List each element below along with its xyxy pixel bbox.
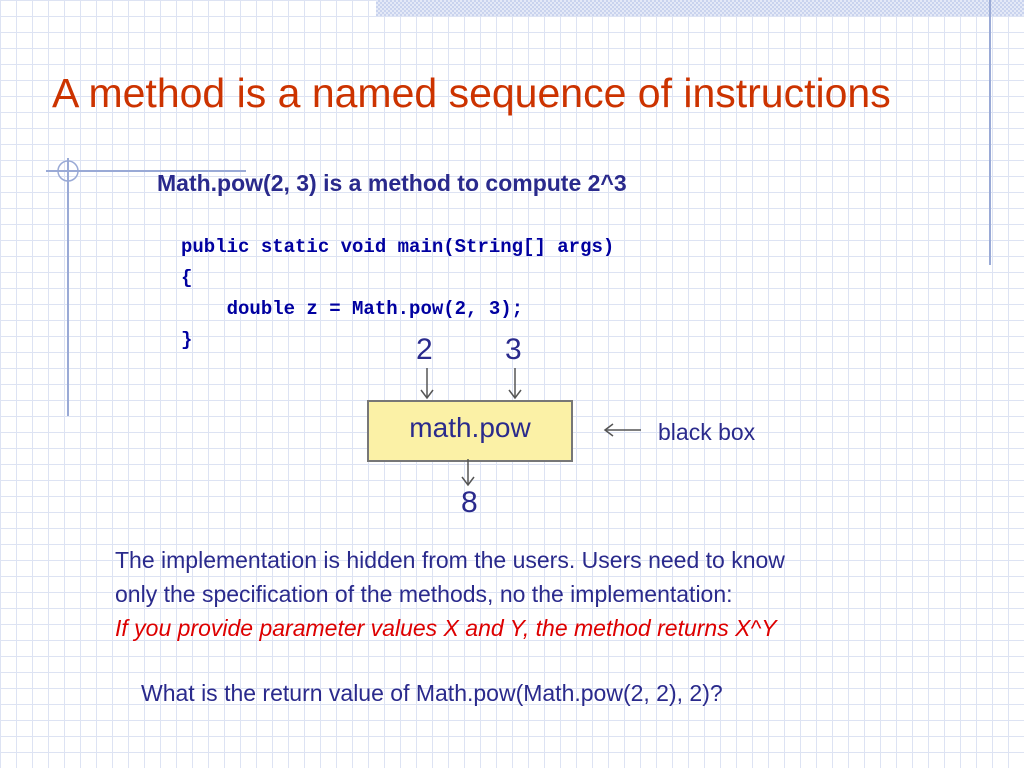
down-arrow-icon <box>461 459 475 489</box>
input-value-3: 3 <box>505 333 522 366</box>
top-decorative-bar <box>376 0 1024 16</box>
code-block <box>181 232 614 356</box>
paragraph-line: only the specification of the methods, no the implementation: <box>115 581 733 607</box>
slide-title: A method is a named sequence of instructions <box>52 70 891 116</box>
down-arrow-icon <box>420 368 434 402</box>
explanation-paragraph <box>115 543 975 645</box>
slide-subtitle: Math.pow(2, 3) is a method to compute 2^3 <box>157 170 627 196</box>
emphasis-line: If you provide parameter values X and Y, the method returns X^Y <box>115 615 777 641</box>
code-line: double z = Math.pow(2, 3); <box>181 298 524 320</box>
paragraph-line: The implementation is hidden from the users. Users need to know <box>115 547 785 573</box>
code-line: } <box>181 329 193 351</box>
question-text: What is the return value of Math.pow(Math.pow(2, 2), 2)? <box>141 680 723 706</box>
method-box-label: math.pow <box>409 412 531 443</box>
corner-ornament <box>54 157 82 185</box>
right-vertical-rule <box>989 0 991 265</box>
black-box-caption: black box <box>658 419 756 445</box>
input-value-2: 2 <box>416 333 433 366</box>
code-line: public static void main(String[] args) <box>181 236 615 258</box>
left-arrow-icon <box>603 422 643 438</box>
left-vertical-rule <box>67 158 69 416</box>
down-arrow-icon <box>508 368 522 402</box>
code-line: { <box>181 267 193 289</box>
output-value: 8 <box>461 486 478 519</box>
method-black-box <box>367 400 573 462</box>
